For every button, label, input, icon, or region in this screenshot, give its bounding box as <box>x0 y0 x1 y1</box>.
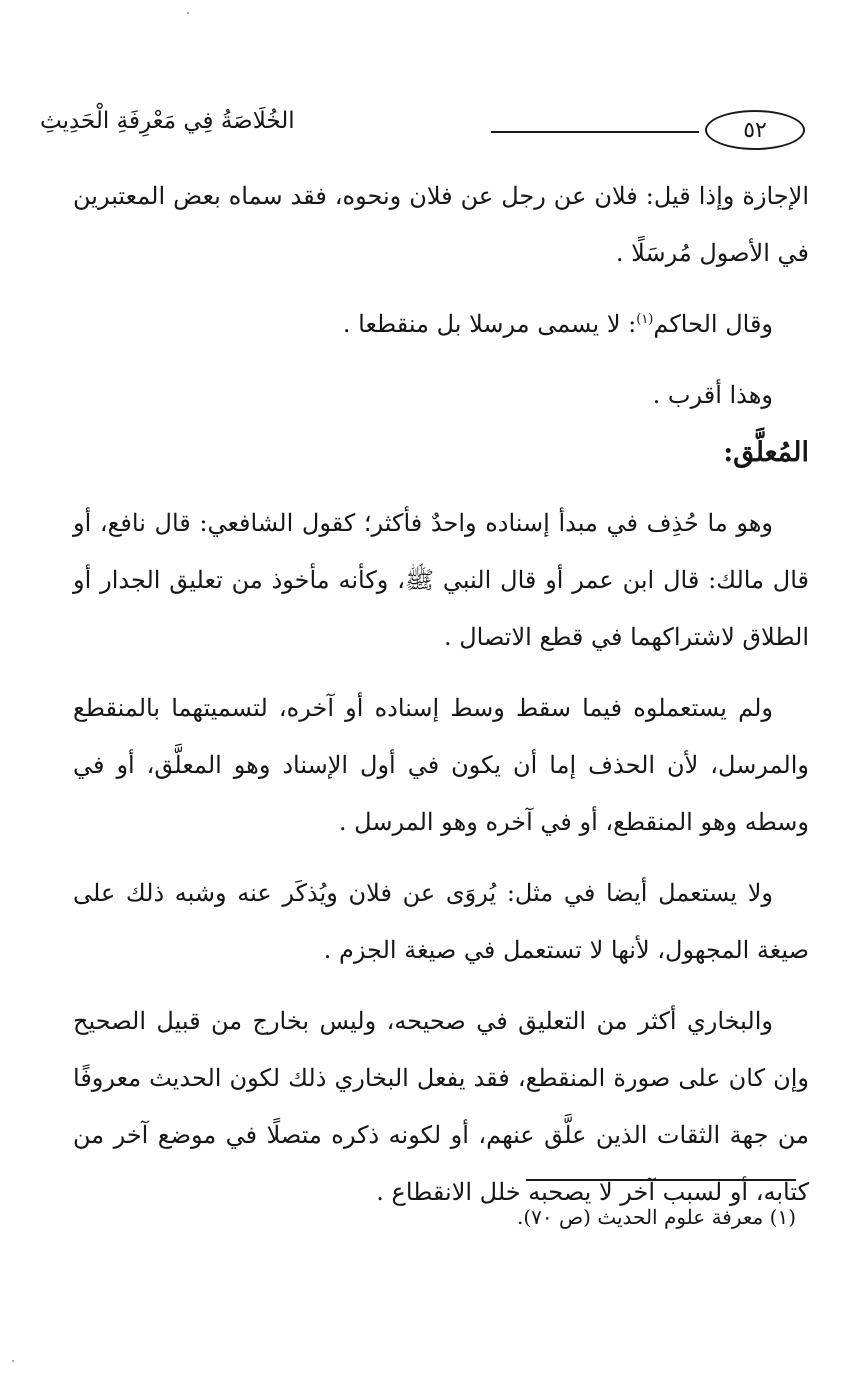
scan-speck <box>12 1360 14 1362</box>
footnote-reference: (١) <box>636 312 654 327</box>
paragraph-passive-form: ولا يستعمل أيضا في مثل: يُروَى عن فلان ويُذكَر عنه وشبه ذلك على صيغة المجهول، لأنها لا تستعمل في صيغة الجزم . <box>73 879 809 964</box>
footnote: (١) معرفة علوم الحديث (ص ٧٠). <box>516 1205 796 1229</box>
paragraph-usage: ولم يستعملوه فيما سقط وسط إسناده أو آخره، لتسميتهما بالمنقطع والمرسل، لأن الحذف إما أن يكون في أول الإسناد وهو المعلَّق، أو في وسطه وهو المنقطع، أو في آخره وهو المرسل . <box>73 694 809 836</box>
section-heading: المُعلَّق: <box>723 437 809 468</box>
running-title: الخُلَاصَةُ فِي مَعْرِفَةِ الْحَدِيثِ <box>40 108 295 134</box>
paragraph-definition: وهو ما حُذِف في مبدأ إسناده واحدٌ فأكثر؛ كقول الشافعي: قال نافع، أو قال مالك: قال ابن عمر أو قال النبي ﷺ، وكأنه مأخوذ من تعليق الجدار أو الطلاق لاشتراكهما في قطع الاتصال . <box>73 509 809 651</box>
page-number: ٥٢ <box>743 117 767 143</box>
paragraph-bukhari: والبخاري أكثر من التعليق في صحيحه، وليس بخارج من قبيل الصحيح وإن كان على صورة المنقطع، فقد يفعل البخاري ذلك لكون الحديث معروفًا من جهة الثقات الذين علَّق عنهم، أو لكونه ذكره متصلًا في موضع آخر من كتابه، أو لسبب آخر لا يصحبه خلل الانقطاع . <box>73 1007 810 1206</box>
paragraph-continuation: الإجازة وإذا قيل: فلان عن رجل عن فلان ونحوه، فقد سماه بعض المعتبرين في الأصول مُرسَلًا . <box>73 182 809 267</box>
page-number-badge <box>705 110 805 150</box>
footnote-separator <box>526 1179 796 1181</box>
header-rule <box>491 131 699 133</box>
scan-speck <box>187 12 189 14</box>
paragraph-closer: وهذا أقرب . <box>652 381 773 409</box>
paragraph-hakim <box>73 296 809 353</box>
main-text <box>73 168 809 1221</box>
paragraph-hakim-text: وقال الحاكم <box>653 310 773 338</box>
paragraph-hakim-rest: : لا يسمى مرسلا بل منقطعا . <box>342 310 637 338</box>
running-header <box>40 104 805 154</box>
